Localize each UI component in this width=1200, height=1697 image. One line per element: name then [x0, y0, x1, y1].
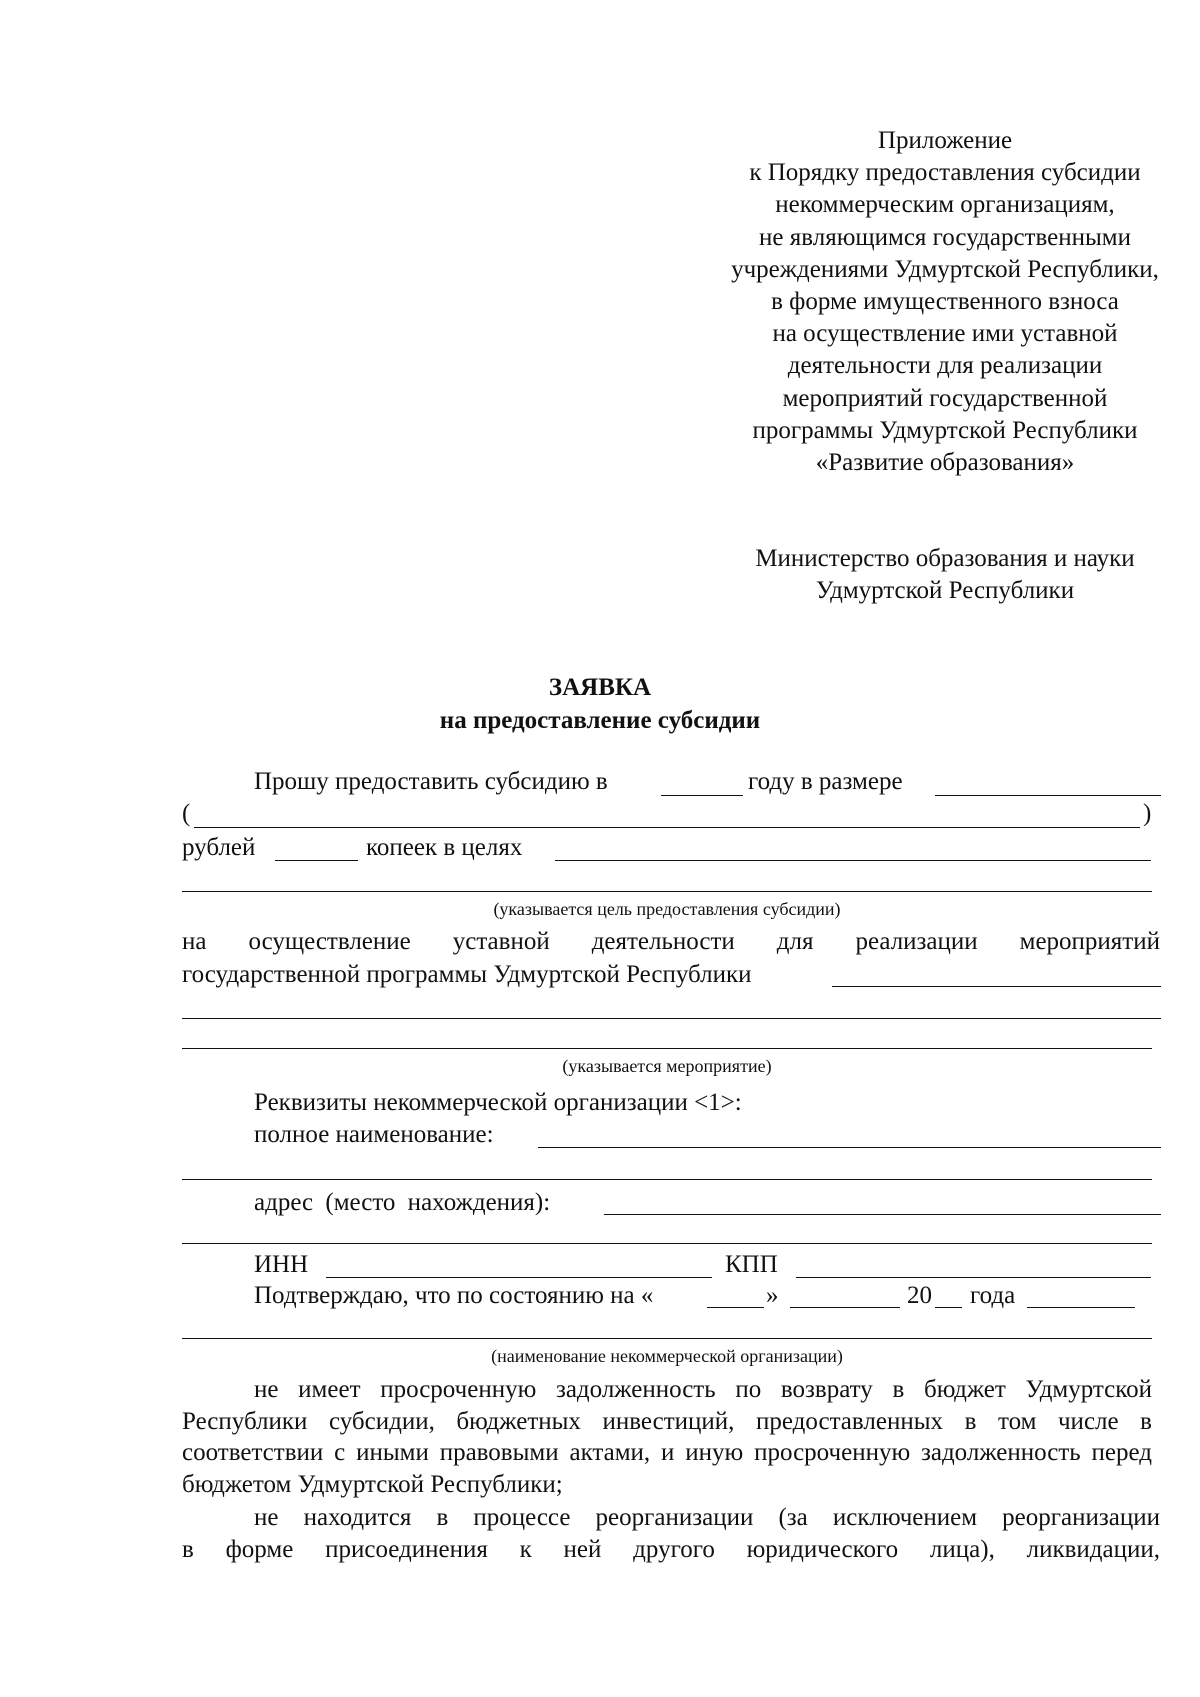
appendix-line: «Развитие образования»	[815, 449, 1075, 477]
paren-open: (	[182, 800, 191, 827]
program-field-line[interactable]	[832, 986, 1161, 987]
kpp-label: КПП	[725, 1251, 778, 1278]
kopecks-purpose-label: копеек в целях	[366, 834, 523, 861]
addressee-line-1: Министерство образования и науки	[755, 545, 1135, 572]
request-text-2: году в размере	[748, 768, 903, 795]
appendix-line: не являющимся государственными	[759, 223, 1131, 251]
appendix-line: программы Удмуртской Республики	[752, 416, 1138, 444]
year-suffix-field-line[interactable]	[935, 1307, 962, 1308]
event-caption: (указывается мероприятие)	[562, 1056, 772, 1076]
appendix-line: на осуществление ими уставной	[772, 320, 1118, 348]
amount-words-field-line[interactable]	[194, 827, 1140, 828]
kpp-field-line[interactable]	[796, 1277, 1151, 1278]
appendix-line: к Порядку предоставления субсидии	[749, 159, 1141, 187]
appendix-line: учреждениями Удмуртской Республики,	[731, 255, 1159, 283]
appendix-line: мероприятий государственной	[782, 384, 1108, 412]
appendix-line: в форме имущественного взноса	[771, 288, 1119, 316]
statutory-text-line-2: государственной программы Удмуртской Республики	[182, 961, 752, 988]
paren-close: )	[1143, 800, 1152, 827]
year-field-line[interactable]	[661, 795, 743, 796]
event-field-line-2[interactable]	[182, 1048, 1152, 1049]
rubles-label: рублей	[182, 834, 256, 861]
addressee-line-2: Удмуртской Республики	[815, 577, 1075, 604]
purpose-field-line[interactable]	[555, 860, 1151, 861]
document-subtitle: на предоставление субсидии	[439, 707, 761, 734]
address-field-line-2[interactable]	[182, 1243, 1152, 1244]
appendix-line: Приложение	[877, 127, 1013, 154]
appendix-block	[650, 125, 1200, 479]
purpose-caption: (указывается цель предоставления субсидии)	[493, 899, 841, 919]
paragraph-2-line-2: в форме присоединения к ней другого юридического лица), ликвидации,	[182, 1536, 1160, 1563]
org-name-field-line[interactable]	[182, 1338, 1152, 1339]
amount-field-line[interactable]	[935, 795, 1161, 796]
full-name-label: полное наименование:	[254, 1121, 494, 1148]
event-field-line-1[interactable]	[182, 1018, 1161, 1019]
confirm-quote-close: »	[766, 1282, 779, 1309]
address-field-line[interactable]	[604, 1214, 1161, 1215]
confirm-year-prefix: 20	[907, 1282, 932, 1309]
addressee-block	[650, 543, 1200, 607]
day-field-line[interactable]	[707, 1307, 764, 1308]
inn-label: ИНН	[254, 1251, 309, 1278]
request-text-1: Прошу предоставить субсидию в	[254, 768, 608, 795]
full-name-field-line[interactable]	[538, 1147, 1161, 1148]
statutory-text-line-1: на осуществление уставной деятельности для реализации мероприятий	[182, 928, 1160, 955]
address-label: адрес (место нахождения):	[254, 1189, 551, 1216]
full-name-field-line-2[interactable]	[182, 1179, 1152, 1180]
month-field-line[interactable]	[790, 1307, 900, 1308]
requisites-heading: Реквизиты некоммерческой организации <1>:	[254, 1089, 742, 1116]
appendix-line: некоммерческим организациям,	[775, 191, 1115, 219]
confirm-trailing-field-line[interactable]	[1027, 1307, 1135, 1308]
document-title: ЗАЯВКА	[548, 674, 652, 701]
inn-field-line[interactable]	[326, 1277, 712, 1278]
appendix-line: деятельности для реализации	[787, 352, 1103, 380]
kopecks-field-line[interactable]	[275, 860, 358, 861]
confirm-year-word: года	[970, 1282, 1016, 1309]
purpose-field-line-2[interactable]	[182, 891, 1152, 892]
paragraph-2-line-1: не находится в процессе реорганизации (за исключением реорганизации	[254, 1504, 1160, 1531]
confirm-text: Подтверждаю, что по состоянию на «	[254, 1282, 654, 1309]
org-name-caption: (наименование некоммерческой организации)	[491, 1346, 843, 1366]
paragraph-1: не имеет просроченную задолженность по возврату в бюджет Удмуртской Республики субсидии, бюджетных инвестиций, предоставленных в том числе в соответствии с иными правовыми актами, и иную просроченную задолженность перед бюджетом Удмуртской Республики;	[182, 1376, 1152, 1498]
